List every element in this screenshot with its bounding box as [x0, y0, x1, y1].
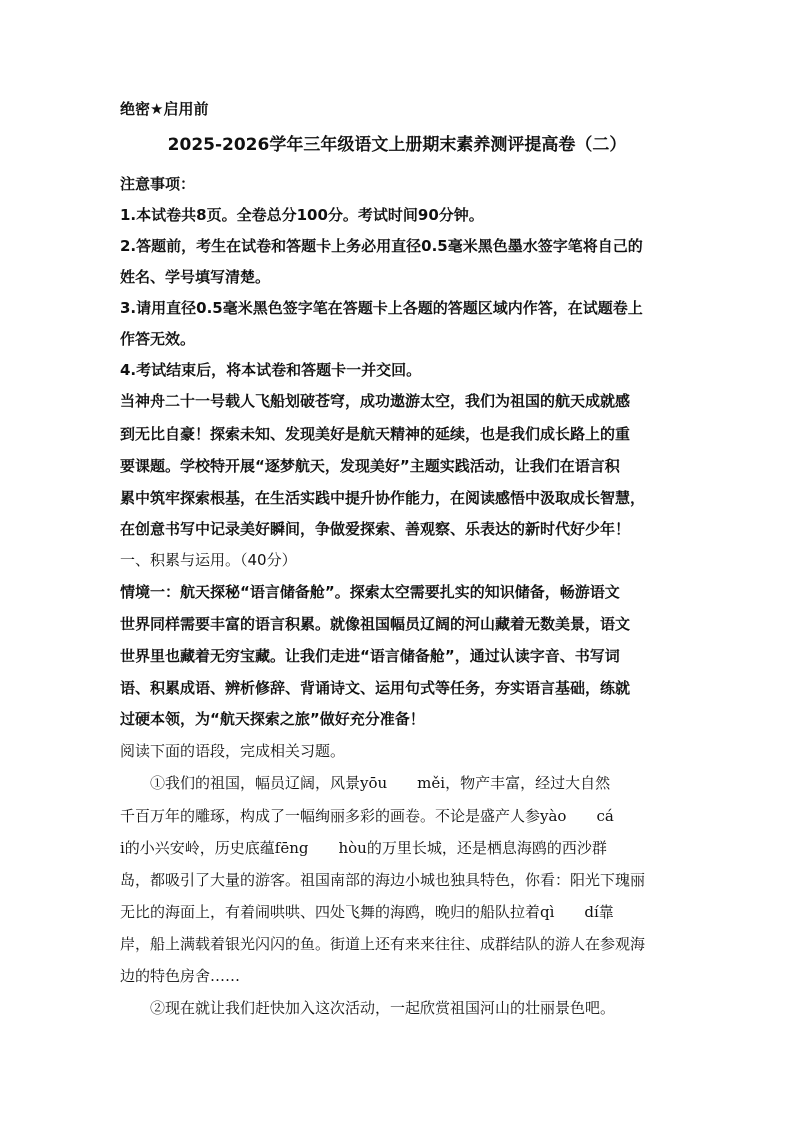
passage-line-6: 岸，船上满载着银光闪闪的鱼。街道上还有来来往往、成群结队的游人在参观海: [120, 935, 646, 953]
scenario-line-3: 世界里也藏着无穷宝藏。让我们走进“语言储备舱”，通过认读字音、书写词: [120, 647, 620, 665]
scenario-line-1: 情境一：航天探秘“语言储备舱”。探索太空需要扎实的知识储备，畅游语文: [120, 583, 620, 601]
intro-line-3: 要课题。学校特开展“逐梦航天，发现美好”主题实践活动，让我们在语言积: [120, 457, 620, 475]
note-2-line-2: 姓名、学号填写清楚。: [120, 268, 271, 286]
passage-line-4: 岛，都吸引了大量的游客。祖国南部的海边小城也独具特色，你看：阳光下瑰丽: [120, 871, 646, 889]
intro-line-4: 累中筑牢探索根基，在生活实践中提升协作能力，在阅读感悟中汲取成长智慧，: [120, 489, 646, 507]
scenario-line-4: 语、积累成语、辨析修辞、背诵诗文、运用句式等任务，夯实语言基础，练就: [120, 679, 631, 697]
intro-line-5: 在创意书写中记录美好瞬间，争做爱探索、善观察、乐表达的新时代好少年！: [120, 520, 631, 538]
confidential-label: 绝密★启用前: [120, 100, 209, 118]
note-3-line-1: 3.请用直径0.5毫米黑色签字笔在答题卡上各题的答题区域内作答，在试题卷上: [120, 299, 643, 317]
passage-line-2: 千百万年的雕琢，构成了一幅绚丽多彩的画卷。不论是盛产人参yào cá: [120, 807, 614, 825]
section-1-heading: 一、积累与运用。（40分）: [120, 551, 297, 569]
intro-line-2: 到无比自豪！探索未知、发现美好是航天精神的延续，也是我们成长路上的重: [120, 425, 631, 443]
note-3-line-2: 作答无效。: [120, 330, 196, 348]
scenario-line-5: 过硬本领，为“航天探索之旅”做好充分准备！: [120, 710, 425, 728]
reading-instruction: 阅读下面的语段，完成相关习题。: [120, 742, 346, 760]
passage-line-8: ②现在就让我们赶快加入这次活动，一起欣赏祖国河山的壮丽景色吧。: [150, 999, 616, 1017]
note-2-line-1: 2.答题前，考生在试卷和答题卡上务必用直径0.5毫米黑色墨水签字笔将自己的: [120, 237, 643, 255]
note-1: 1.本试卷共8页。全卷总分100分。考试时间90分钟。: [120, 206, 484, 224]
note-4: 4.考试结束后，将本试卷和答题卡一并交回。: [120, 361, 422, 379]
passage-line-1: ①我们的祖国，幅员辽阔，风景yōu měi，物产丰富，经过大自然: [150, 774, 611, 792]
passage-line-7: 边的特色房舍……: [120, 967, 241, 985]
passage-line-3: i的小兴安岭，历史底蕴fēng hòu的万里长城，还是栖息海鸥的西沙群: [120, 839, 607, 857]
scenario-line-2: 世界同样需要丰富的语言积累。就像祖国幅员辽阔的河山藏着无数美景，语文: [120, 615, 631, 633]
passage-line-5: 无比的海面上，有着闹哄哄、四处飞舞的海鸥，晚归的船队拉着qì dí靠: [120, 903, 614, 921]
notes-heading: 注意事项：: [120, 175, 196, 193]
intro-line-1: 当神舟二十一号载人飞船划破苍穹，成功遨游太空，我们为祖国的航天成就感: [120, 392, 631, 410]
exam-title: 2025-2026学年三年级语文上册期末素养测评提高卷（二）: [167, 135, 627, 155]
